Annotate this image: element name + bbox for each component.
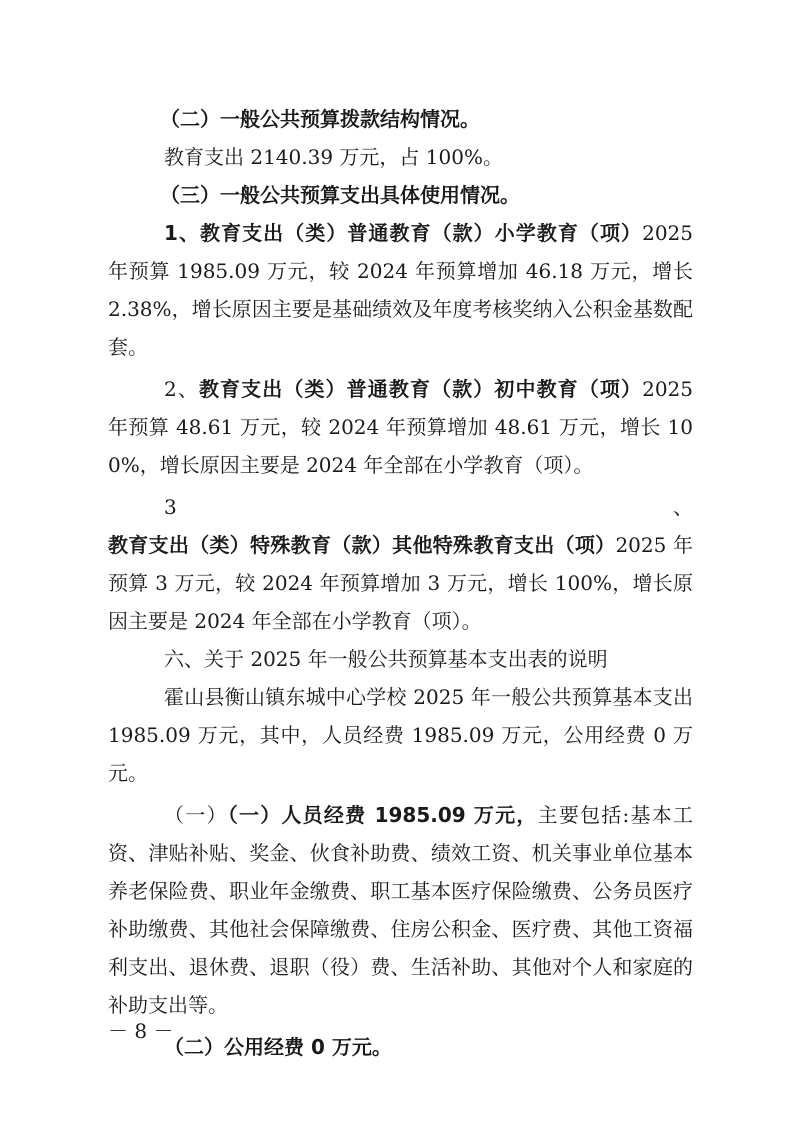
- personnel-lead: （一）人员经费 1985.09 万元，: [227, 803, 538, 827]
- personnel-text: 主要包括:基本工资、津贴补贴、奖金、伙食补助费、绩效工资、机关事业单位基本养老保险费、职业年金缴费、职工基本医疗保险缴费、公务员医疗补助缴费、其他社会保障缴费、住房公积金、医疗费、其他工资福利支出、退休费、退职（役）费、生活补助、其他对个人和家庭的补助支出等。: [108, 803, 693, 1017]
- item-3-lead: 教育支出（类）特殊教育（款）其他特殊教育支出（项）: [108, 533, 616, 557]
- personnel-prefix: （一）: [164, 803, 228, 827]
- item-3-paragraph: [108, 488, 693, 640]
- item-1-text: 2025 年预算 1985.09 万元，较 2024 年预算增加 46.18 万元，增长 2.38%，增长原因主要是基础绩效及年度考核奖纳入公积金基数配套。: [108, 221, 693, 359]
- item-2-text: 2025 年预算 48.61 万元，较 2024 年预算增加 48.61 万元，增长 100%，增长原因主要是 2024 年全部在小学教育（项）。: [108, 377, 693, 477]
- item-2-number: 2、: [164, 377, 199, 401]
- item-1-paragraph: [108, 214, 693, 366]
- section-2-heading: （二）一般公共预算拨款结构情况。: [160, 107, 480, 131]
- section-6-paragraph: 霍山县衡山镇东城中心学校 2025 年一般公共预算基本支出 1985.09 万元，其中，人员经费 1985.09 万元，公用经费 0 万元。: [108, 685, 693, 785]
- section-2-paragraph: 教育支出 2140.39 万元，占 100%。: [164, 145, 503, 169]
- item-1-lead: 1、教育支出（类）普通教育（款）小学教育（项）: [164, 221, 643, 245]
- item-3-number: 3、: [164, 495, 693, 519]
- document-body: [108, 100, 693, 1066]
- section-3-heading: （三）一般公共预算支出具体使用情况。: [160, 183, 520, 207]
- item-2-lead: 教育支出（类）普通教育（款）初中教育（项）: [198, 377, 643, 401]
- item-3-text: 2025 年预算 3 万元，较 2024 年预算增加 3 万元，增长 100%，增长原因主要是 2024 年全部在小学教育（项）。: [108, 533, 693, 633]
- public-expense-heading: （二）公用经费 0 万元。: [164, 1035, 392, 1059]
- item-2-paragraph: [108, 370, 693, 484]
- personnel-paragraph: [108, 796, 693, 1024]
- section-6-heading: 六、关于 2025 年一般公共预算基本支出表的说明: [164, 647, 608, 671]
- page-number: － 8 －: [108, 1019, 174, 1043]
